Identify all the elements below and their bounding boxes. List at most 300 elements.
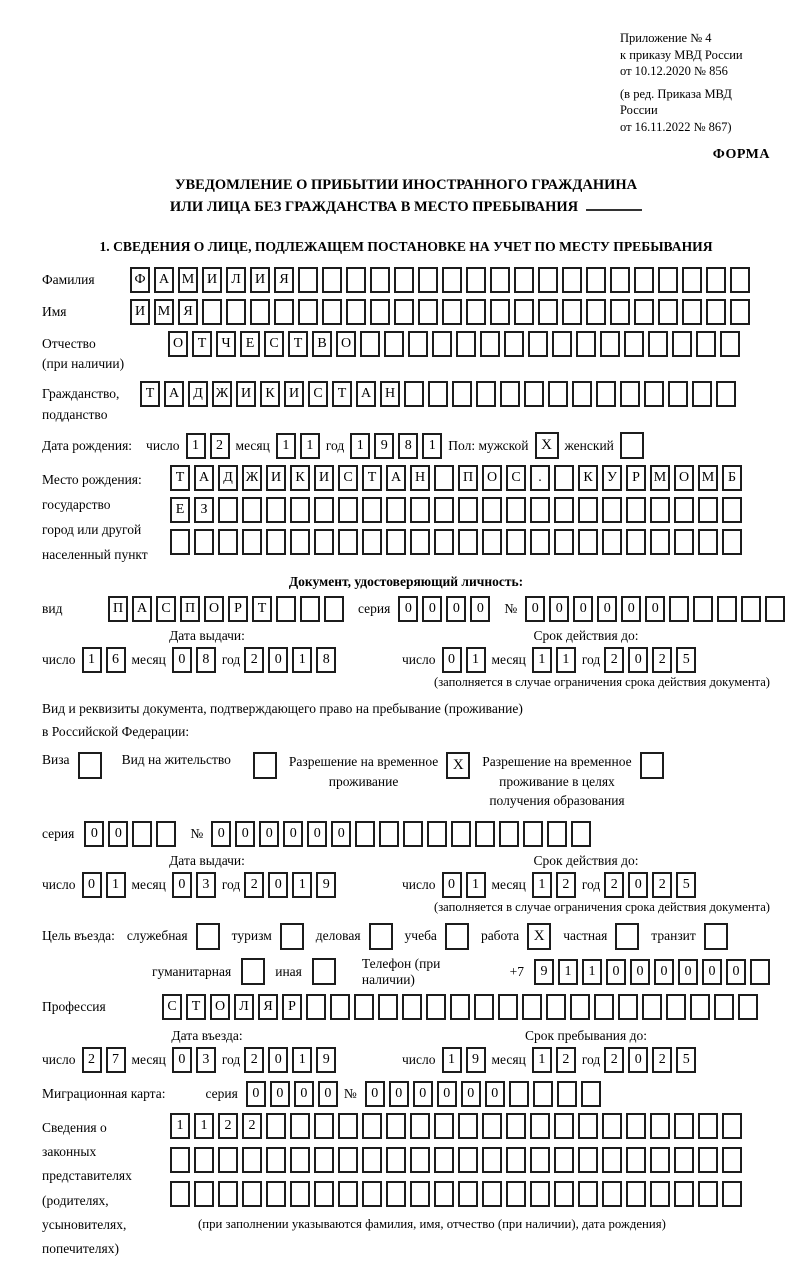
char-cell: [530, 1181, 550, 1207]
char-cell: П: [108, 596, 128, 622]
char-cell: 0: [172, 1047, 192, 1073]
expiry-month-cells[interactable]: [532, 647, 576, 673]
legal-representatives-block: [42, 1113, 770, 1261]
char-cell: [548, 381, 568, 407]
char-cell: [722, 1181, 742, 1207]
char-cell: [346, 267, 366, 293]
res-series-label: серия: [42, 825, 75, 841]
residence-permit-label: Вид на жительство: [121, 751, 231, 767]
char-cell: 2: [210, 433, 230, 459]
char-cell: [410, 1181, 430, 1207]
blank-underline: [586, 197, 642, 211]
residence-doc-dates: [42, 853, 770, 898]
char-cell: 1: [442, 1047, 462, 1073]
purpose-humanitarian-checkbox[interactable]: [241, 958, 265, 985]
expiry-date-caption: Срок действия до:: [533, 628, 639, 644]
char-cell: [442, 267, 462, 293]
visa-checkbox[interactable]: [78, 752, 102, 779]
char-cell: М: [698, 465, 718, 491]
char-cell: Т: [332, 381, 352, 407]
doc-series-cells[interactable]: [398, 596, 490, 622]
birth-year-cells[interactable]: [350, 433, 442, 459]
char-cell: [522, 994, 542, 1020]
char-cell: 0: [84, 821, 104, 847]
char-cell: [554, 465, 574, 491]
char-cell: 1: [292, 647, 312, 673]
year-label: год: [325, 437, 345, 453]
char-cell: 0: [628, 647, 648, 673]
char-cell: С: [308, 381, 328, 407]
char-cell: [290, 529, 310, 555]
char-cell: [658, 267, 678, 293]
form-title-line1: УВЕДОМЛЕНИЕ О ПРИБЫТИИ ИНОСТРАННОГО ГРАЖДАНИНА: [174, 177, 638, 193]
res-number-cells[interactable]: [211, 821, 591, 847]
birth-day-cells[interactable]: [186, 433, 230, 459]
representatives-cells-row2[interactable]: [170, 1147, 742, 1173]
char-cell: [600, 331, 620, 357]
char-cell: [355, 821, 375, 847]
char-cell: [490, 299, 510, 325]
char-cell: [300, 596, 320, 622]
day-label: число: [402, 1051, 436, 1067]
char-cell: [634, 299, 654, 325]
char-cell: [716, 381, 736, 407]
char-cell: 1: [82, 647, 102, 673]
char-cell: Т: [252, 596, 272, 622]
entry-purpose-row: [42, 923, 770, 950]
purpose-study-checkbox[interactable]: [445, 923, 469, 950]
temp-residence-education-option: [482, 752, 663, 811]
char-cell: [506, 1181, 526, 1207]
purpose-business-label: деловая: [315, 928, 361, 944]
char-cell: [362, 529, 382, 555]
char-cell: [476, 381, 496, 407]
char-cell: 0: [645, 596, 665, 622]
day-label: число: [42, 652, 76, 668]
char-cell: О: [168, 331, 188, 357]
legal-representatives-label: Сведения о законных представителях (родителях, усыновителях, попечителях): [42, 1119, 132, 1257]
char-cell: [434, 1147, 454, 1173]
day-label: число: [42, 876, 76, 892]
char-cell: [538, 267, 558, 293]
char-cell: [626, 1181, 646, 1207]
char-cell: 2: [82, 1047, 102, 1073]
stay-year-cells[interactable]: [604, 1047, 696, 1073]
char-cell: [514, 299, 534, 325]
citizenship-cells[interactable]: [140, 381, 736, 407]
female-checkbox[interactable]: [620, 432, 644, 459]
char-cell: [538, 299, 558, 325]
surname-cells[interactable]: [130, 267, 750, 293]
char-cell: [578, 1113, 598, 1139]
char-cell: [557, 1081, 577, 1107]
char-cell: 0: [461, 1081, 481, 1107]
char-cell: [586, 299, 606, 325]
char-cell: А: [164, 381, 184, 407]
male-checkbox[interactable]: X: [535, 432, 559, 459]
res-issue-month-cells[interactable]: [172, 872, 216, 898]
char-cell: Т: [362, 465, 382, 491]
char-cell: 1: [532, 647, 552, 673]
patronymic-cells[interactable]: [168, 331, 740, 357]
char-cell: [554, 1181, 574, 1207]
char-cell: 0: [437, 1081, 457, 1107]
char-cell: Я: [274, 267, 294, 293]
char-cell: [194, 529, 214, 555]
citizenship-row: [42, 381, 770, 426]
char-cell: [434, 529, 454, 555]
char-cell: Я: [178, 299, 198, 325]
char-cell: 1: [556, 647, 576, 673]
entry-purpose-row2: [152, 956, 770, 988]
char-cell: [266, 497, 286, 523]
given-name-cells[interactable]: [130, 299, 750, 325]
res-expiry-year-cells[interactable]: [604, 872, 696, 898]
birth-month-cells[interactable]: [276, 433, 320, 459]
char-cell: 0: [442, 872, 462, 898]
year-label: год: [221, 1051, 241, 1067]
purpose-work-checkbox[interactable]: X: [527, 923, 551, 950]
char-cell: [674, 1113, 694, 1139]
char-cell: 0: [268, 872, 288, 898]
char-cell: 0: [246, 1081, 266, 1107]
issue-month-cells[interactable]: [172, 647, 216, 673]
residence-doc-options: [42, 752, 770, 811]
char-cell: 1: [106, 872, 126, 898]
char-cell: [132, 821, 152, 847]
char-cell: [570, 994, 590, 1020]
char-cell: [698, 1147, 718, 1173]
char-cell: [672, 331, 692, 357]
char-cell: [322, 267, 342, 293]
char-cell: [242, 529, 262, 555]
birth-place-cells-row1[interactable]: [170, 465, 742, 491]
char-cell: [722, 1113, 742, 1139]
char-cell: [650, 497, 670, 523]
char-cell: [450, 994, 470, 1020]
birth-date-label: Дата рождения:: [42, 437, 133, 453]
birth-place-cells-row3[interactable]: [170, 529, 742, 555]
visa-option: [42, 752, 102, 779]
purpose-other-checkbox[interactable]: [312, 958, 336, 985]
char-cell: [602, 497, 622, 523]
char-cell: [451, 821, 471, 847]
res-expiry-day-cells[interactable]: [442, 872, 486, 898]
char-cell: М: [650, 465, 670, 491]
char-cell: 2: [242, 1113, 262, 1139]
char-cell: [276, 596, 296, 622]
profession-label: Профессия: [42, 998, 106, 1014]
char-cell: 2: [218, 1113, 238, 1139]
char-cell: 0: [398, 596, 418, 622]
char-cell: [674, 497, 694, 523]
doc-series-label: серия: [358, 601, 391, 617]
char-cell: 2: [244, 647, 264, 673]
res-issue-day-cells[interactable]: [82, 872, 126, 898]
appendix-note: [620, 30, 770, 135]
char-cell: [586, 267, 606, 293]
char-cell: [602, 1113, 622, 1139]
char-cell: [578, 497, 598, 523]
entry-purpose-label: Цель въезда:: [42, 928, 115, 944]
phone-cells[interactable]: [534, 959, 770, 985]
char-cell: [314, 1147, 334, 1173]
doc-type-cells[interactable]: [108, 596, 344, 622]
char-cell: Р: [228, 596, 248, 622]
char-cell: [547, 821, 567, 847]
entry-year-cells[interactable]: [244, 1047, 336, 1073]
representatives-cells-row3[interactable]: [170, 1181, 742, 1207]
char-cell: 1: [292, 1047, 312, 1073]
stay-month-cells[interactable]: [532, 1047, 576, 1073]
char-cell: О: [336, 331, 356, 357]
char-cell: [530, 1113, 550, 1139]
char-cell: Т: [186, 994, 206, 1020]
char-cell: [644, 381, 664, 407]
mc-series-cells[interactable]: [246, 1081, 338, 1107]
mc-series-label: серия: [205, 1085, 238, 1101]
char-cell: [602, 529, 622, 555]
section1-heading: 1. СВЕДЕНИЯ О ЛИЦЕ, ПОДЛЕЖАЩЕМ ПОСТАНОВКЕ НА УЧЕТ ПО МЕСТУ ПРЕБЫВАНИЯ: [99, 238, 713, 254]
doc-number-label: №: [504, 601, 518, 617]
char-cell: [466, 267, 486, 293]
char-cell: [354, 994, 374, 1020]
char-cell: [668, 381, 688, 407]
char-cell: 6: [106, 647, 126, 673]
char-cell: 8: [398, 433, 418, 459]
char-cell: [410, 1147, 430, 1173]
day-label: число: [146, 437, 180, 453]
char-cell: 9: [466, 1047, 486, 1073]
char-cell: 0: [470, 596, 490, 622]
birth-place-cells-row2[interactable]: [170, 497, 742, 523]
issue-day-cells[interactable]: [82, 647, 126, 673]
char-cell: [642, 994, 662, 1020]
month-label: месяц: [235, 437, 270, 453]
char-cell: 1: [558, 959, 578, 985]
char-cell: 0: [211, 821, 231, 847]
expiry-year-cells[interactable]: [604, 647, 696, 673]
char-cell: [602, 1181, 622, 1207]
char-cell: [386, 1147, 406, 1173]
char-cell: [576, 331, 596, 357]
birth-place-block: [42, 465, 770, 568]
char-cell: М: [154, 299, 174, 325]
char-cell: 0: [678, 959, 698, 985]
validity-note: (заполняется в случае ограничения срока действия документа): [434, 675, 770, 690]
revision-line: от 16.11.2022 № 867): [620, 119, 732, 134]
char-cell: [386, 1181, 406, 1207]
char-cell: [674, 1181, 694, 1207]
res-validity-note: (заполняется в случае ограничения срока действия документа): [434, 899, 770, 914]
char-cell: 0: [413, 1081, 433, 1107]
char-cell: 8: [196, 647, 216, 673]
char-cell: 3: [196, 1047, 216, 1073]
char-cell: [404, 381, 424, 407]
entry-month-cells[interactable]: [172, 1047, 216, 1073]
char-cell: [402, 994, 422, 1020]
char-cell: [346, 299, 366, 325]
char-cell: [306, 994, 326, 1020]
mc-number-cells[interactable]: [365, 1081, 601, 1107]
char-cell: [530, 529, 550, 555]
char-cell: [706, 299, 726, 325]
doc-number-cells[interactable]: [525, 596, 785, 622]
char-cell: О: [210, 994, 230, 1020]
char-cell: А: [132, 596, 152, 622]
char-cell: [578, 529, 598, 555]
char-cell: Т: [192, 331, 212, 357]
char-cell: [170, 529, 190, 555]
char-cell: [717, 596, 737, 622]
issue-year-cells[interactable]: [244, 647, 336, 673]
temp-residence-checkbox[interactable]: X: [446, 752, 470, 779]
char-cell: [552, 331, 572, 357]
purpose-business-checkbox[interactable]: [369, 923, 393, 950]
char-cell: 0: [283, 821, 303, 847]
temp-residence-education-checkbox[interactable]: [640, 752, 664, 779]
char-cell: [482, 497, 502, 523]
char-cell: Л: [234, 994, 254, 1020]
char-cell: [578, 1181, 598, 1207]
char-cell: [562, 267, 582, 293]
char-cell: Д: [218, 465, 238, 491]
birth-place-label: Место рождения: государство город или другой населенный пункт: [42, 472, 148, 563]
char-cell: [379, 821, 399, 847]
char-cell: [250, 299, 270, 325]
char-cell: [362, 1181, 382, 1207]
char-cell: [596, 381, 616, 407]
char-cell: [634, 267, 654, 293]
char-cell: Е: [240, 331, 260, 357]
char-cell: 0: [621, 596, 641, 622]
form-title-line2: ИЛИ ЛИЦА БЕЗ ГРАЖДАНСТВА В МЕСТО ПРЕБЫВАНИЯ: [42, 197, 770, 219]
res-expiry-month-cells[interactable]: [532, 872, 576, 898]
char-cell: 0: [270, 1081, 290, 1107]
char-cell: С: [264, 331, 284, 357]
char-cell: [156, 821, 176, 847]
char-cell: [218, 497, 238, 523]
purpose-private-label: частная: [563, 928, 608, 944]
char-cell: [722, 529, 742, 555]
year-label: год: [581, 652, 601, 668]
res-issue-year-cells[interactable]: [244, 872, 336, 898]
revision-line: (в ред. Приказа МВД России: [620, 86, 732, 117]
char-cell: И: [130, 299, 150, 325]
representatives-cells-row1[interactable]: [170, 1113, 742, 1139]
temp-residence-option: [289, 752, 470, 791]
res-series-cells[interactable]: [84, 821, 176, 847]
char-cell: [554, 497, 574, 523]
char-cell: К: [260, 381, 280, 407]
representatives-note: (при заполнении указываются фамилия, имя, отчество (при наличии), дата рождения): [198, 1216, 666, 1231]
purpose-official-checkbox[interactable]: [196, 923, 220, 950]
char-cell: [698, 497, 718, 523]
residence-permit-checkbox[interactable]: [253, 752, 277, 779]
char-cell: [720, 331, 740, 357]
phone-label: Телефон (при наличии): [361, 955, 441, 987]
char-cell: [410, 1113, 430, 1139]
entry-day-cells[interactable]: [82, 1047, 126, 1073]
mc-number-label: №: [343, 1085, 357, 1101]
char-cell: Д: [188, 381, 208, 407]
purpose-transit-checkbox[interactable]: [704, 923, 728, 950]
residence-doc-heading: Вид и реквизиты документа, подтверждающего право на пребывание (проживание) в Российской Федерации:: [42, 701, 523, 739]
day-label: число: [402, 652, 436, 668]
char-cell: [322, 299, 342, 325]
purpose-work-label: работа: [480, 928, 520, 944]
char-cell: [650, 529, 670, 555]
char-cell: Т: [170, 465, 190, 491]
residence-doc-series-row: [42, 821, 770, 847]
purpose-tourism-checkbox[interactable]: [280, 923, 304, 950]
char-cell: [674, 1147, 694, 1173]
visa-label: Виза: [42, 751, 70, 767]
char-cell: 1: [170, 1113, 190, 1139]
char-cell: 1: [532, 1047, 552, 1073]
char-cell: [482, 1113, 502, 1139]
char-cell: [480, 331, 500, 357]
char-cell: [394, 267, 414, 293]
char-cell: Н: [380, 381, 400, 407]
char-cell: [290, 1147, 310, 1173]
residence-permit-option: [122, 752, 277, 779]
form-title: [42, 175, 770, 219]
char-cell: [706, 267, 726, 293]
form-label: ФОРМА: [712, 147, 770, 162]
stay-day-cells[interactable]: [442, 1047, 486, 1073]
given-name-row: [42, 299, 770, 325]
char-cell: [266, 529, 286, 555]
profession-cells[interactable]: [162, 994, 758, 1020]
char-cell: [410, 529, 430, 555]
char-cell: 1: [422, 433, 442, 459]
entry-stay-dates: [42, 1028, 770, 1073]
char-cell: [506, 529, 526, 555]
char-cell: .: [530, 465, 550, 491]
char-cell: [290, 497, 310, 523]
char-cell: [194, 1181, 214, 1207]
char-cell: 2: [652, 872, 672, 898]
char-cell: [514, 267, 534, 293]
identity-doc-heading: Документ, удостоверяющий личность:: [288, 574, 524, 590]
purpose-private-checkbox[interactable]: [615, 923, 639, 950]
res-number-label: №: [190, 825, 204, 841]
char-cell: [682, 299, 702, 325]
char-cell: [456, 331, 476, 357]
char-cell: [274, 299, 294, 325]
char-cell: [554, 529, 574, 555]
char-cell: Т: [288, 331, 308, 357]
char-cell: [242, 497, 262, 523]
char-cell: [338, 1113, 358, 1139]
expiry-day-cells[interactable]: [442, 647, 486, 673]
char-cell: С: [156, 596, 176, 622]
char-cell: [466, 299, 486, 325]
char-cell: С: [338, 465, 358, 491]
char-cell: 0: [259, 821, 279, 847]
char-cell: 2: [244, 872, 264, 898]
char-cell: [266, 1147, 286, 1173]
char-cell: [624, 331, 644, 357]
migration-card-row: [42, 1081, 770, 1107]
char-cell: [528, 331, 548, 357]
purpose-humanitarian-label: гуманитарная: [152, 963, 232, 979]
month-label: месяц: [131, 1051, 166, 1067]
char-cell: Ч: [216, 331, 236, 357]
char-cell: Л: [226, 267, 246, 293]
char-cell: [384, 331, 404, 357]
